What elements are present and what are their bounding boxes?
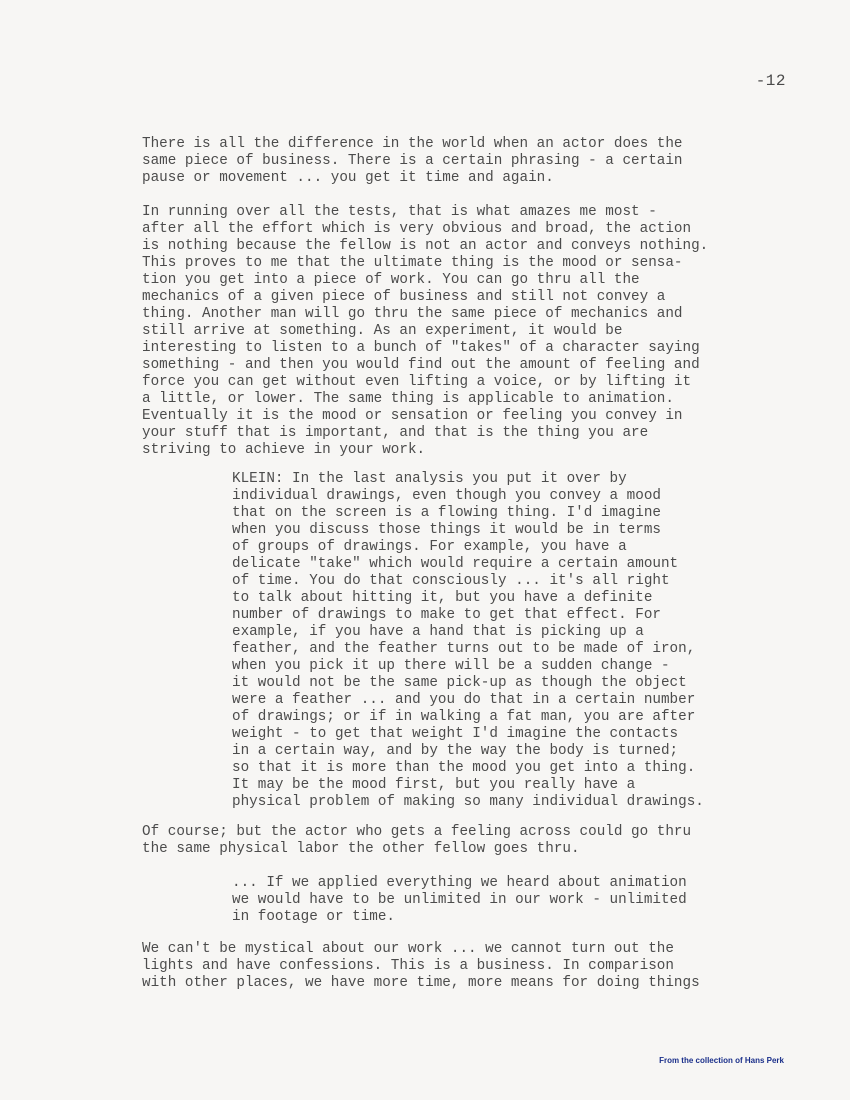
page-number: -12	[755, 72, 786, 90]
paragraph-2: In running over all the tests, that is what amazes me most - after all the effort which is very obvious and broad, the action is nothing because the fellow is not an actor and conveys nothing. This proves to me that the ultimate thing is the mood or sensa- tion you get into a piece of work. You can go thru all the mechanics of a given piece of business and still not convey a thing. Another man will go thru the same piece of mechanics and still arrive at something. As an experiment, it would be interesting to listen to a bunch of "takes" of a character saying something - and then you would find out the amount of feeling and force you can get without even lifting a voice, or by lifting it a little, or lower. The same thing is applicable to animation. Eventually it is the mood or sensation or feeling you convey in your stuff that is important, and that is the thing you are striving to achieve in your work.	[142, 204, 709, 458]
paragraph-1: There is all the difference in the world when an actor does the same piece of business. There is a certain phrasing - a certain pause or movement ... you get it time and again.	[142, 136, 683, 186]
collection-credit: From the collection of Hans Perk	[659, 1056, 784, 1065]
paragraph-4: Of course; but the actor who gets a feeling across could go thru the same physical labor the other fellow goes thru.	[142, 824, 692, 857]
paragraph-6: We can't be mystical about our work ... we cannot turn out the lights and have confessions. This is a business. In comparison with other places, we have more time, more means for doing things	[142, 941, 700, 991]
paragraph-indented-response: ... If we applied everything we heard about animation we would have to be unlimited in our work - unlimited in footage or time.	[232, 875, 687, 925]
paragraph-klein-quote: KLEIN: In the last analysis you put it over by individual drawings, even though you convey a mood that on the screen is a flowing thing. I'd imagine when you discuss those things it would be in terms of groups of drawings. For example, you have a delicate "take" which would require a certain amount of time. You do that consciously ... it's all right to talk about hitting it, but you have a definite number of drawings to make to get that effect. For example, if you have a hand that is picking up a feather, and the feather turns out to be made of iron, when you pick it up there will be a sudden change - it would not be the same pick-up as though the object were a feather ... and you do that in a certain number of drawings; or if in walking a fat man, you are after weight - to get that weight I'd imagine the contacts in a certain way, and by the way the body is turned; so that it is more than the mood you get into a thing. It may be the mood first, but you really have a physical problem of making so many individual drawings.	[232, 471, 704, 810]
